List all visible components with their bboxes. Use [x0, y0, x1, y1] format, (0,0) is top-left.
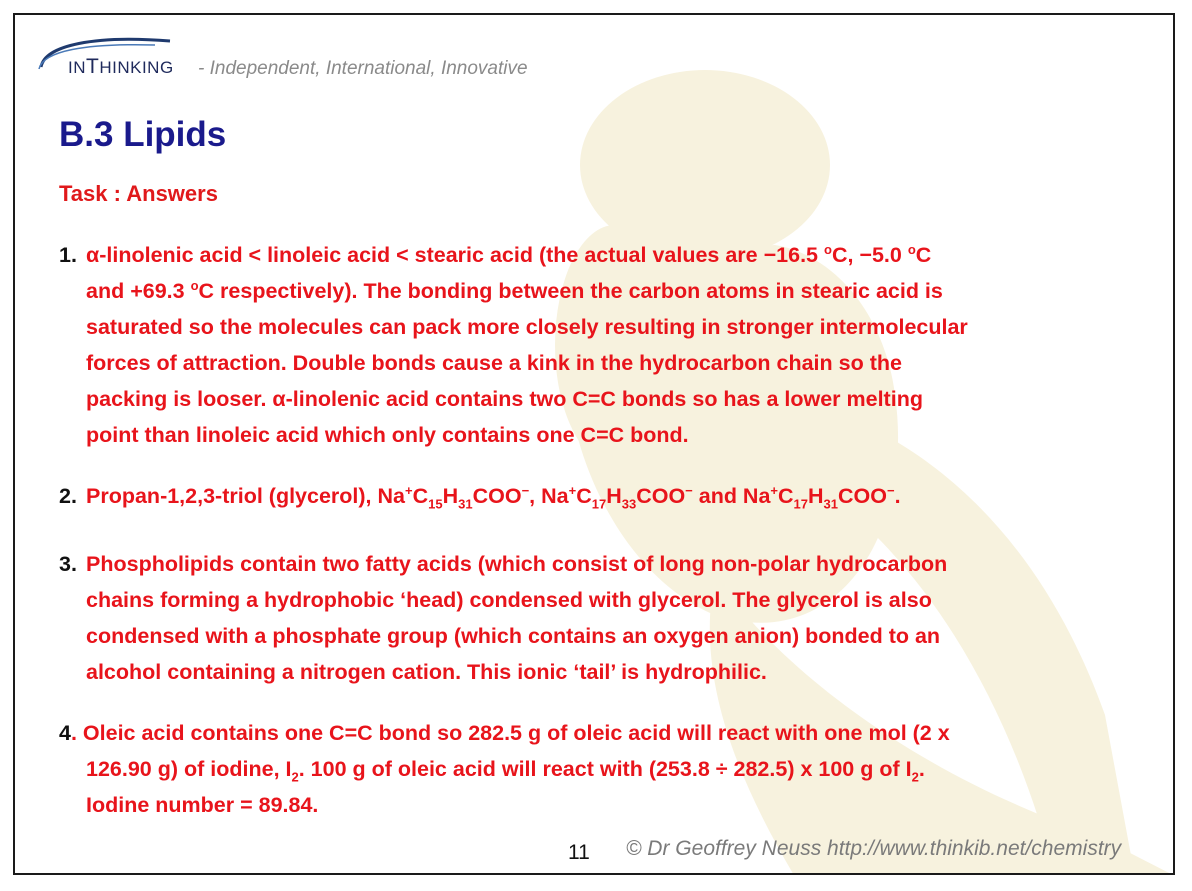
logo-wordmark: INTHINKING	[68, 55, 174, 78]
answer-number: 1.	[59, 243, 77, 267]
answer-number: 4	[59, 721, 71, 745]
slide-subtitle: Task : Answers	[59, 181, 218, 206]
slide-title: B.3 Lipids	[59, 115, 227, 154]
copyright-notice: © Dr Geoffrey Neuss http://www.thinkib.net/chemistry	[626, 837, 1122, 860]
answer-number: 2.	[59, 484, 77, 508]
inthinking-logo	[35, 29, 595, 79]
answer-number: 3.	[59, 552, 77, 576]
answer-1: 1. α-linolenic acid < linoleic acid < stearic acid (the actual values are −16.5 $^o$C, −5.0 $^o$C and +69.3 $^o$C respectively). The bonding between the carbon atoms in stearic acid is saturated so the molecules can pack more closely resulting in stronger intermolecular forces of attraction. Double bonds cause a kink in the hydrocarbon chain so the packing is looser. α-linolenic acid contains two C=C bonds so has a lower melting point than linoleic acid which only contains one C=C bond.	[59, 237, 1159, 453]
slide	[13, 13, 1175, 875]
tagline: - Independent, International, Innovative	[198, 58, 528, 79]
page-number: 11	[568, 841, 590, 864]
answer-4: 4. Oleic acid contains one C=C bond so 282.5 g of oleic acid will react with one mol (2 x 126.90 g) of iodine, $I_2$. 100 g of oleic acid will react with (253.8 ÷ 282.5) x 100 g of $I_2$. Iodine number = 89.84.	[59, 715, 1159, 823]
answer-2: 2. Propan-1,2,3-triol (glycerol), $Na^+C_{15}H_{31}COO^-$, $Na^+C_{17}H_{33}COO^-$ and $Na^+C_{17}H_{31}COO^-$.	[59, 478, 1159, 514]
answer-3: 3. Phospholipids contain two fatty acids (which consist of long non-polar hydrocarbon chains forming a hydrophobic ‘head) condensed with glycerol. The glycerol is also condensed with a phosphate group (which contains an oxygen anion) bonded to an alcohol containing a nitrogen cation. This ionic ‘tail’ is hydrophilic.	[59, 546, 1159, 690]
